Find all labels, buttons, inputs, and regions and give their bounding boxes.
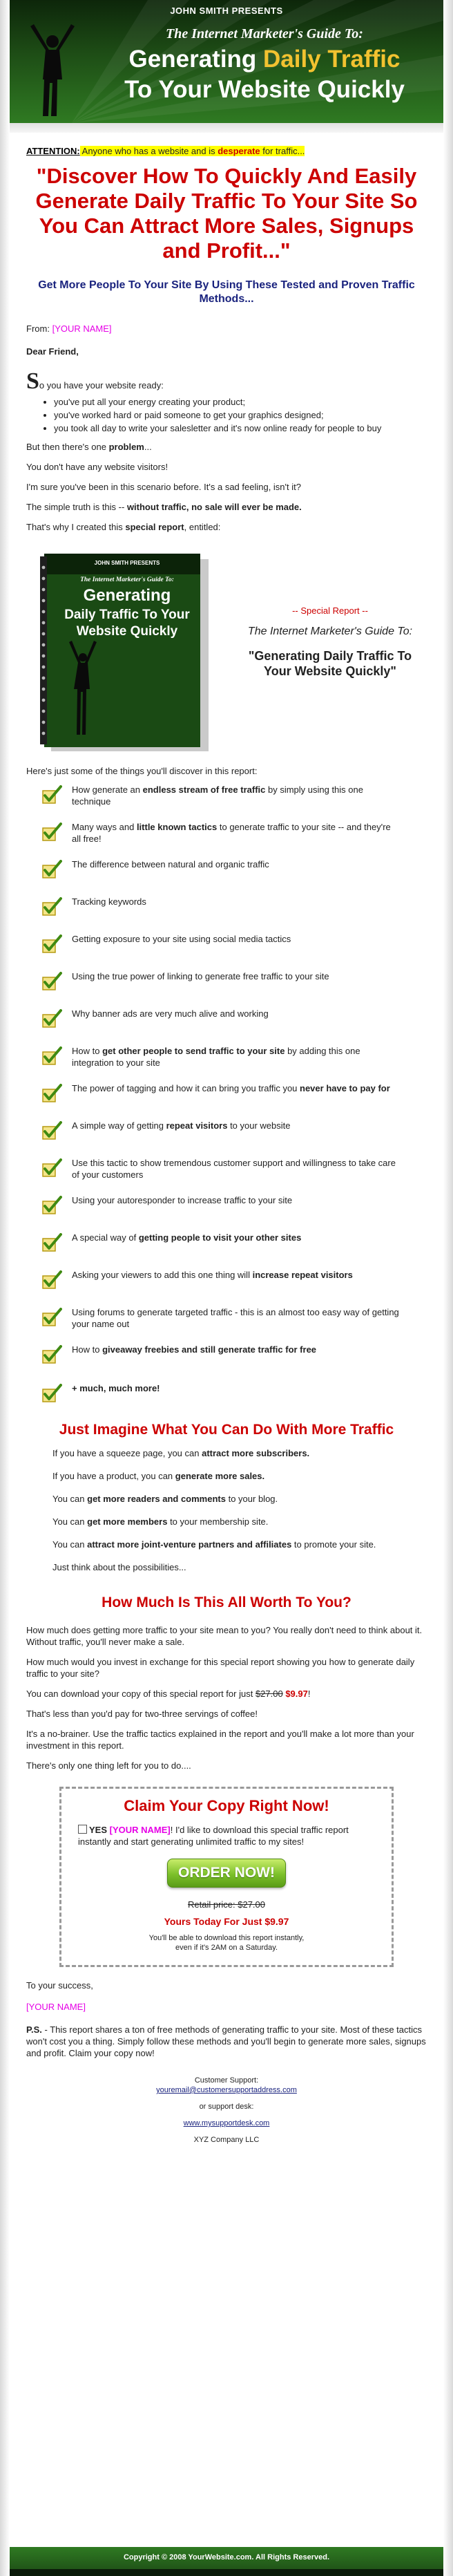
attention-desperate: desperate — [218, 146, 260, 156]
greeting: Dear Friend, — [26, 346, 79, 357]
checklist-text-pre: Using your autoresponder to increase traffic to your site — [72, 1195, 293, 1205]
checklist-text-pre: A special way of — [72, 1232, 139, 1243]
copyright-text: Copyright © 2008 YourWebsite.com. All Rights Reserved. — [123, 2553, 330, 2561]
checkmark-icon — [41, 934, 64, 957]
checklist-text-bold: repeat visitors — [166, 1120, 228, 1131]
old-price: $27.00 — [255, 1689, 283, 1699]
company-name: XYZ Company LLC — [193, 2136, 260, 2144]
attention-line — [26, 145, 427, 157]
benefit-checklist — [26, 784, 427, 1406]
support-desk-link[interactable]: www.mysupportdesk.com — [183, 2119, 270, 2127]
celebrating-man-icon — [25, 21, 80, 117]
checklist-item-text — [72, 896, 427, 908]
checklist-item — [26, 1194, 427, 1218]
report-showcase — [26, 548, 427, 755]
imagine-text-pre: Just think about the possibilities... — [52, 1562, 186, 1572]
checklist-item — [26, 1232, 427, 1255]
checklist-item — [26, 933, 427, 957]
checklist-item-text — [72, 1344, 427, 1355]
checklist-item — [26, 1157, 427, 1181]
checklist-item-text — [72, 821, 427, 845]
book-presents: JOHN SMITH PRESENTS — [94, 560, 160, 566]
checklist-item — [26, 784, 427, 807]
sub-headline: Get More People To Your Site By Using These Tested and Proven Traffic Methods... — [38, 279, 415, 305]
footer-bottom-strip — [10, 2569, 443, 2576]
checklist-text-bold: giveaway freebies and still generate traffic for free — [102, 1344, 317, 1355]
claim-heading: Claim Your Copy Right Now! — [124, 1797, 329, 1814]
left-shadow — [0, 0, 10, 2576]
imagine-text-pre: If you have a product, you can — [52, 1471, 175, 1481]
worth-paragraph-3 — [26, 1688, 427, 1700]
checklist-text-bold: endless stream of free traffic — [142, 784, 266, 795]
checklist-text-pre: Tracking keywords — [72, 896, 146, 907]
checklist-text-bold: never have to pay for — [300, 1083, 390, 1093]
agree-checkbox[interactable] — [78, 1825, 87, 1834]
header-banner — [10, 0, 443, 123]
checklist-item-text — [72, 1306, 427, 1330]
header-title-line1 — [86, 46, 443, 73]
checklist-item-text — [72, 970, 427, 982]
checklist-item — [26, 896, 427, 919]
right-shadow — [443, 0, 453, 2576]
checklist-item-text — [72, 858, 427, 870]
order-box — [59, 1787, 394, 1967]
imagine-text-bold: get more readers and comments — [87, 1494, 226, 1504]
checklist-item — [26, 858, 427, 882]
imagine-list — [26, 1447, 427, 1573]
imagine-line — [52, 1493, 427, 1505]
ps-text: - This report shares a ton of free methods of generating traffic to your site. Most of these tactics won't cost you a thing. Simply follow these methods and you'll begin to generate more sales, signups and profit. Claim your copy now! — [26, 2024, 426, 2058]
created-bold: special report — [125, 522, 184, 532]
checklist-item-text — [72, 1008, 427, 1019]
truth-bold: without traffic, no sale will ever be made. — [126, 502, 302, 512]
checkmark-icon — [41, 1384, 64, 1406]
created-post: , entitled: — [184, 522, 221, 532]
checklist-text-bold: little known tactics — [136, 822, 218, 832]
list-item: • you've put all your energy creating your product; — [54, 396, 427, 408]
checklist-item-text — [72, 1120, 427, 1131]
imagine-line — [52, 1447, 427, 1459]
worth-heading: How Much Is This All Worth To You? — [102, 1595, 351, 1610]
report-title-block — [240, 605, 420, 679]
availability-line-1: You'll be able to download this report instantly, — [148, 1934, 305, 1942]
checklist-text-bold: increase repeat visitors — [252, 1270, 353, 1280]
checkmark-icon — [41, 1270, 64, 1292]
checklist-item — [26, 1306, 427, 1330]
attention-text-part2: for traffic... — [260, 146, 305, 156]
intro-bullet-list — [54, 396, 427, 434]
checkmark-icon — [41, 1196, 64, 1218]
checkmark-icon — [41, 860, 64, 882]
checklist-text-pre: How to — [72, 1344, 103, 1355]
worth-paragraph-6: There's only one thing left for you to do.... — [26, 1760, 191, 1771]
checklist-item-text — [72, 933, 427, 945]
yes-text: ! I'd like to download this special traffic report instantly and start generating unlimited traffic to my sites! — [78, 1825, 349, 1847]
signature-name: [YOUR NAME] — [26, 2002, 86, 2012]
imagine-line — [52, 1516, 427, 1527]
book-line2: Daily Traffic To Your — [64, 608, 190, 622]
checklist-text-pre: The power of tagging and how it can bring you traffic you — [72, 1083, 300, 1093]
checklist-text-bold: getting people to visit your other sites — [138, 1232, 302, 1243]
attention-label: ATTENTION: — [26, 146, 80, 156]
checklist-item — [26, 1008, 427, 1031]
checklist-item — [26, 1045, 427, 1069]
special-report-label: -- Special Report -- — [292, 605, 368, 616]
checklist-item — [26, 1120, 427, 1143]
checkmark-icon — [41, 1046, 64, 1069]
footer-bar — [10, 2547, 443, 2576]
checkmark-icon — [41, 1158, 64, 1181]
header-title-part1: Generating — [128, 46, 264, 73]
imagine-text-bold: attract more subscribers. — [202, 1448, 310, 1458]
checkmark-icon — [41, 1084, 64, 1106]
retail-price: Retail price: $27.00 — [187, 1899, 265, 1910]
checklist-item-text — [72, 1157, 427, 1181]
attention-text-part1: Anyone who has a website and is — [79, 146, 218, 156]
report-title: "Generating Daily Traffic To Your Website Quickly" — [248, 649, 412, 678]
header-divider-strip — [10, 123, 443, 133]
checklist-text-pre: Using the true power of linking to generate free traffic to your site — [72, 971, 329, 981]
closing-line: To your success, — [26, 1980, 93, 1991]
checklist-item-text — [72, 1232, 427, 1243]
imagine-text-bold: generate more sales. — [175, 1471, 265, 1481]
checklist-text-bold: + much, much more! — [72, 1383, 160, 1393]
imagine-text-bold: get more members — [87, 1516, 168, 1527]
truth-pre: The simple truth is this -- — [26, 502, 127, 512]
created-line — [26, 521, 427, 533]
imagine-text-pre: You can — [52, 1516, 88, 1527]
checklist-text-post: by simply using this one technique — [72, 784, 363, 807]
list-item: • you took all day to write your salesletter and it's now online ready for people to buy — [54, 422, 427, 434]
checkmark-icon — [41, 1009, 64, 1031]
book-tagline: The Internet Marketer's Guide To: — [80, 576, 174, 583]
checklist-item — [26, 1382, 427, 1406]
worth-price-pre: You can download your copy of this special report for just — [26, 1689, 256, 1699]
checklist-text-pre: Asking your viewers to add this one thing will — [72, 1270, 253, 1280]
checklist-item — [26, 1344, 427, 1367]
checkmark-icon — [41, 1345, 64, 1367]
ps-paragraph — [26, 2024, 427, 2059]
checklist-text-post: by adding this one integration to your site — [72, 1046, 360, 1068]
problem-bold: problem — [108, 442, 144, 452]
checklist-text-bold: get other people to send traffic to your site — [102, 1046, 285, 1056]
today-price: Yours Today For Just $9.97 — [164, 1916, 289, 1927]
attention-text — [80, 146, 305, 156]
yes-line — [78, 1824, 375, 1848]
worth-paragraph-5: It's a no-brainer. Use the traffic tactics explained in the report and you'll make a lot more than your investment in this report. — [26, 1729, 414, 1751]
checklist-text-pre: Getting exposure to your site using social media tactics — [72, 934, 291, 944]
checklist-text-post: to generate traffic to your site -- and they're all free! — [72, 822, 391, 844]
imagine-text-post: to your blog. — [225, 1494, 278, 1504]
checkmark-icon — [41, 785, 64, 807]
checklist-text-pre: Using forums to generate targeted traffic - this is an almost too easy way of getting your name out — [72, 1307, 399, 1329]
checklist-text-pre: Use this tactic to show tremendous customer support and willingness to take care of your customers — [72, 1158, 396, 1180]
from-line — [26, 323, 427, 335]
support-block — [26, 2076, 427, 2145]
checklist-text-post: to your website — [227, 1120, 291, 1131]
availability-note — [78, 1933, 375, 1953]
intro-rest: o you have your website ready: — [39, 380, 164, 391]
imagine-text-post: to promote your site. — [291, 1539, 376, 1550]
book-line1: Generating — [83, 586, 171, 605]
checkmark-icon — [41, 972, 64, 994]
checklist-text-pre: Many ways and — [72, 822, 137, 832]
checklist-item — [26, 1082, 427, 1106]
worth-paragraph-4: That's less than you'd pay for two-three servings of coffee! — [26, 1709, 258, 1719]
checklist-text-pre: How to — [72, 1046, 103, 1056]
checkmark-icon — [41, 897, 64, 919]
problem-pre: But then there's one — [26, 442, 109, 452]
checklist-item — [26, 1269, 427, 1292]
checklist-text-pre: Why banner ads are very much alive and working — [72, 1008, 269, 1019]
support-email-link[interactable]: youremail@customersupportaddress.com — [156, 2086, 297, 2094]
yes-name: [YOUR NAME] — [109, 1825, 171, 1835]
sales-letter — [10, 0, 443, 2576]
book-line3: Website Quickly — [76, 624, 178, 639]
header-title-line2: To Your Website Quickly — [124, 76, 405, 103]
report-guide-label: The Internet Marketer's Guide To: — [247, 626, 413, 637]
new-price: $9.97 — [285, 1689, 308, 1699]
no-visitors-line: You don't have any website visitors! — [26, 462, 168, 472]
imagine-text-post: to your membership site. — [167, 1516, 269, 1527]
imagine-heading: Just Imagine What You Can Do With More Traffic — [59, 1422, 394, 1438]
letter-body — [10, 145, 443, 2145]
imagine-line — [52, 1470, 427, 1482]
checklist-item-text — [72, 784, 427, 807]
checklist-item-text — [72, 1082, 427, 1094]
checklist-text-pre: A simple way of getting — [72, 1120, 166, 1131]
ps-label: P.S. — [26, 2024, 42, 2035]
book-spiral — [40, 556, 47, 744]
header-tagline: The Internet Marketer's Guide To: — [166, 26, 363, 41]
worth-price-post: ! — [307, 1689, 311, 1699]
checkmark-icon — [41, 1121, 64, 1143]
imagine-text-pre: You can — [52, 1494, 88, 1504]
imagine-text-pre: You can — [52, 1539, 88, 1550]
checklist-item — [26, 821, 427, 845]
truth-line — [26, 501, 427, 513]
header-presents: JOHN SMITH PRESENTS — [170, 6, 283, 16]
support-label: Customer Support: — [194, 2076, 259, 2085]
imagine-line — [52, 1561, 427, 1573]
worth-paragraph-1: How much does getting more traffic to your site mean to you? You really don't need to think about it. Without traffic, you'll never make a sale. — [26, 1625, 423, 1647]
yes-label: YES — [89, 1825, 108, 1835]
from-name: [YOUR NAME] — [52, 323, 112, 334]
order-now-button[interactable]: ORDER NOW! — [167, 1859, 286, 1888]
imagine-text-pre: If you have a squeeze page, you can — [52, 1448, 202, 1458]
main-headline: "Discover How To Quickly And Easily Generate Daily Traffic To Your Site So You Can Attract More Sales, Signups and Profit..." — [35, 164, 418, 263]
ebook-cover-image — [40, 554, 213, 754]
header-title-highlight: Daily Traffic — [263, 46, 401, 73]
availability-line-2: even if it's 2AM on a Saturday. — [175, 1944, 278, 1952]
support-desk-label: or support desk: — [199, 2103, 254, 2111]
imagine-line — [52, 1539, 427, 1550]
checkmark-icon — [41, 1308, 64, 1330]
problem-post: ... — [144, 442, 152, 452]
imagine-text-bold: attract more joint-venture partners and affiliates — [87, 1539, 292, 1550]
checklist-item-text — [72, 1194, 427, 1206]
from-label: From: — [26, 323, 50, 334]
intro-line — [26, 368, 427, 394]
list-item: • you've worked hard or paid someone to get your graphics designed; — [54, 409, 427, 421]
checkmark-icon — [41, 822, 64, 845]
created-pre: That's why I created this — [26, 522, 126, 532]
discover-intro: Here's just some of the things you'll discover in this report: — [26, 766, 258, 776]
problem-line — [26, 441, 427, 453]
worth-paragraph-2: How much would you invest in exchange for this special report showing you how to generate daily traffic to your site? — [26, 1657, 415, 1679]
checklist-item-text — [72, 1045, 427, 1069]
checklist-item-text — [72, 1382, 427, 1394]
checkmark-icon — [41, 1233, 64, 1255]
checklist-item — [26, 970, 427, 994]
checklist-item-text — [72, 1269, 427, 1281]
checklist-text-pre: How generate an — [72, 784, 143, 795]
checklist-text-pre: The difference between natural and organic traffic — [72, 859, 269, 869]
been-there-line: I'm sure you've been in this scenario before. It's a sad feeling, isn't it? — [26, 482, 301, 492]
drop-cap: S — [26, 368, 39, 394]
